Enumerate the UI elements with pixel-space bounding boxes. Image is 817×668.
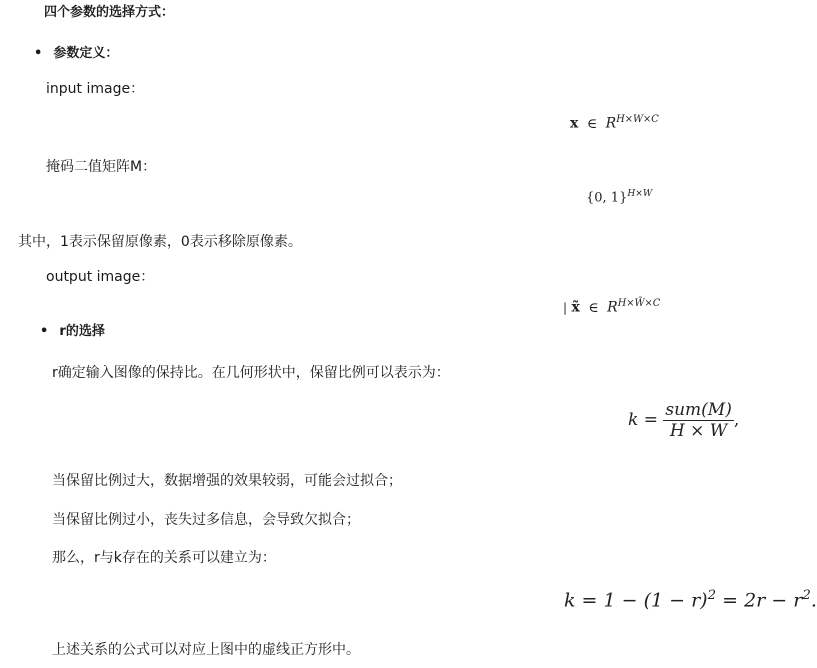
page-heading: 四个参数的选择方式： [44,5,175,20]
formula-input-sup: H×W×C [616,114,659,125]
formula-relation-part2: = 2r − r [716,589,803,612]
formula-mask [586,189,652,205]
formula-mask-set: {0, 1} [586,190,628,206]
bullet-icon: • [34,46,43,61]
mask-note: 其中，1表示保留原像素，0表示移除原像素。 [18,234,302,250]
formula-input-lhs: x [570,115,579,132]
formula-k [628,400,739,441]
output-image-label: output image： [46,269,155,285]
formula-k-fraction [663,400,733,441]
input-image-label: input image： [46,81,145,97]
formula-k-tail: , [733,410,740,430]
formula-output: | x̃ ∈ $R^{H\times W̃\times C}$ [563,298,661,316]
formula-relation [564,588,817,611]
formula-k-denominator: H × W [669,421,728,441]
formula-mask-sup: H×W [627,189,653,199]
mask-label: 掩码二值矩阵M： [46,159,157,175]
section-r-heading [40,320,105,341]
r-description: r确定输入图像的保持比。在几何形状中，保留比例可以表示为： [52,365,450,381]
text-ratio-large: 当保留比例过大，数据增强的效果较弱，可能会过拟合； [52,473,402,489]
section-definition-heading [34,42,118,63]
section-r-title: r的选择 [59,324,105,339]
formula-input [570,114,659,132]
formula-input-in: ∈ [586,115,598,132]
formula-output-in: ∈ [588,299,599,316]
formula-relation-tail: . [810,589,817,612]
formula-k-lhs: k = [628,410,658,430]
text-relation: 那么，r与k存在的关系可以建立为： [52,550,276,566]
formula-output-lhs: x̃ [571,299,580,316]
section-definition-title: 参数定义： [53,46,119,61]
conclusion-text: 上述关系的公式可以对应上图中的虚线正方形中。 [52,642,360,658]
formula-k-numerator: sum(M) [665,400,732,420]
formula-output-rhs: R [607,299,618,316]
text-ratio-small: 当保留比例过小，丧失过多信息，会导致欠拟合； [52,512,360,528]
formula-input-rhs: R [605,115,617,132]
formula-relation-sup2: 2 [802,588,811,603]
formula-output-clip [563,296,703,316]
bullet-icon: • [40,324,49,339]
formula-relation-sup1: 2 [707,588,717,603]
formula-output-sup: H×W̃×C [617,298,661,309]
formula-relation-part1: k = 1 − (1 − r) [564,589,708,612]
